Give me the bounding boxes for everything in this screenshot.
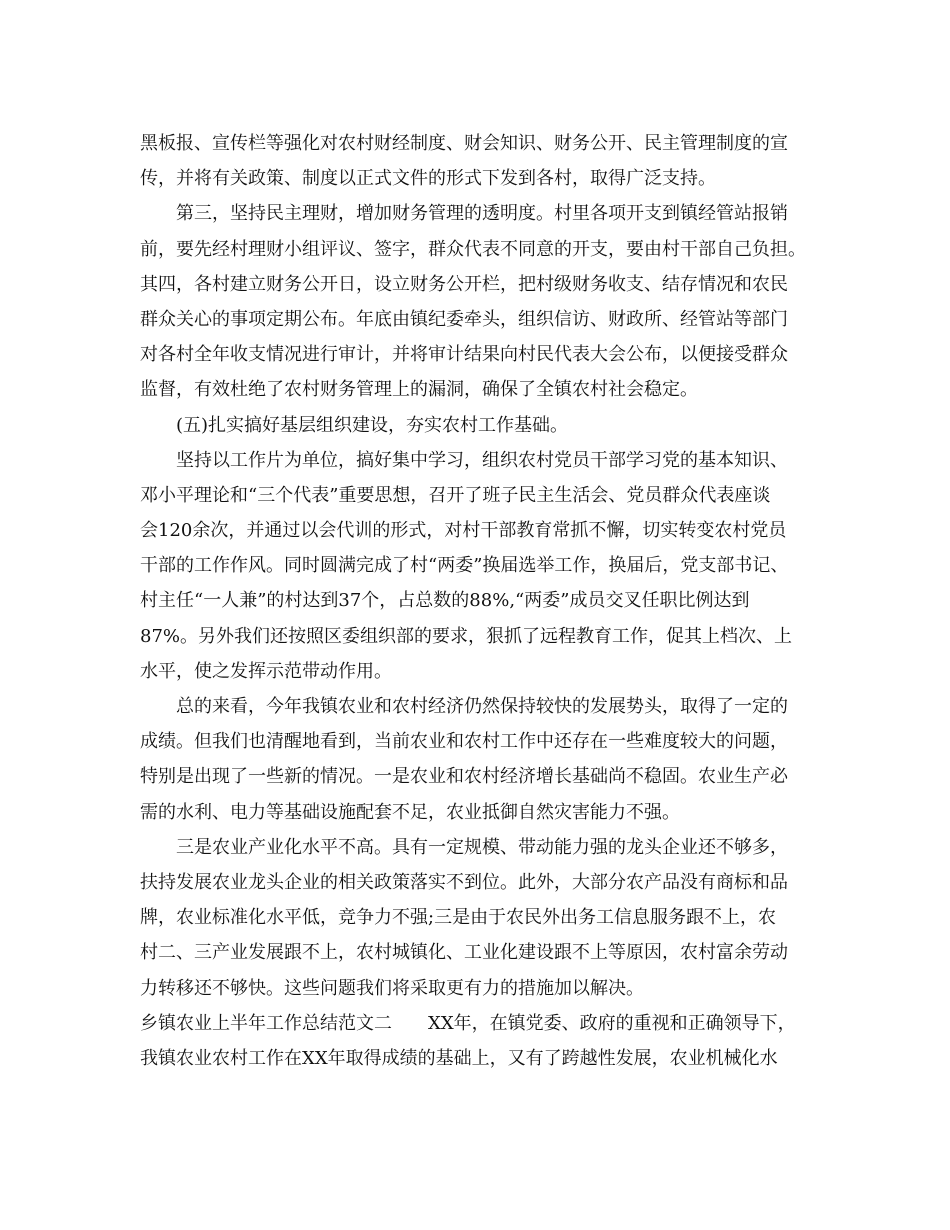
- text-line: 需的水利、电力等基础设施配套不足，农业抵御自然灾害能力不强。: [140, 801, 680, 823]
- text-line: 监督，有效杜绝了农村财务管理上的漏洞，确保了全镇农村社会稳定。: [140, 379, 698, 401]
- text-line: 扶持发展农业龙头企业的相关政策落实不到位。此外，大部分农产品没有商标和品: [140, 871, 788, 893]
- text-line: 总的来看，今年我镇农业和农村经济仍然保持较快的发展势头，取得了一定的: [176, 696, 788, 717]
- text-line: 牌，农业标准化水平低，竞争力不强;三是由于农民外出务工信息服务跟不上，农: [140, 907, 777, 929]
- text-line: 传，并将有关政策、制度以正式文件的形式下发到各村，取得广泛支持。: [140, 168, 716, 190]
- text-line: 群众关心的事项定期公布。年底由镇纪委牵头，组织信访、财政所、经管站等部门: [140, 308, 788, 330]
- text-line: 坚持以工作片为单位，搞好集中学习，组织农村党员干部学习党的基本知识、: [176, 449, 788, 471]
- text-line: 会120余次，并通过以会代训的形式，对村干部教育常抓不懈，切实转变农村党员: [140, 520, 787, 542]
- text-line: 特别是出现了一些新的情况。一是农业和农村经济增长基础尚不稳固。农业生产必: [140, 766, 788, 788]
- document-body: [140, 126, 820, 1076]
- text-line: 对各村全年收支情况进行审计，并将审计结果向村民代表大会公布，以便接受群众: [140, 344, 788, 366]
- text-line: 87%。另外我们还按照区委组织部的要求，狠抓了远程教育工作，促其上档次、上: [140, 625, 793, 647]
- text-line: 其四，各村建立财务公开日，设立财务公开栏，把村级财务收支、结存情况和农民: [140, 273, 788, 295]
- text-line: 力转移还不够快。这些问题我们将采取更有力的措施加以解决。: [140, 977, 644, 999]
- text-line: 前，要先经村理财小组评议、签字，群众代表不同意的开支，要由村干部自己负担。: [140, 238, 806, 260]
- text-line: 干部的工作作风。同时圆满完成了村“两委”换届选举工作，换届后，党支部书记、: [140, 555, 789, 577]
- text-line: 村主任“一人兼”的村达到37个，占总数的88%,“两委”成员交叉任职比例达到: [140, 590, 750, 612]
- text-line: 第三，坚持民主理财，增加财务管理的透明度。村里各项开支到镇经管站报销: [176, 203, 788, 225]
- text-line: 黑板报、宣传栏等强化对农村财经制度、财会知识、财务公开、民主管理制度的宣: [140, 133, 788, 154]
- text-line: 邓小平理论和“三个代表”重要思想，召开了班子民主生活会、党员群众代表座谈: [140, 484, 771, 506]
- text-line: 我镇农业农村工作在XX年取得成绩的基础上，又有了跨越性发展，农业机械化水: [140, 1047, 778, 1069]
- text-line: 水平，使之发挥示范带动作用。: [140, 660, 392, 682]
- text-line: (五)扎实搞好基层组织建设，夯实农村工作基础。: [176, 414, 569, 436]
- text-line: 成绩。但我们也清醒地看到，当前农业和农村工作中还存在一些难度较大的问题，: [140, 731, 788, 753]
- text-line: 村二、三产业发展跟不上，农村城镇化、工业化建设跟不上等原因，农村富余劳动: [140, 942, 788, 964]
- text-line: 三是农业产业化水平不高。具有一定规模、带动能力强的龙头企业还不够多，: [176, 836, 788, 858]
- text-line: 乡镇农业上半年工作总结范文二 XX年，在镇党委、政府的重视和正确领导下，: [140, 1012, 796, 1034]
